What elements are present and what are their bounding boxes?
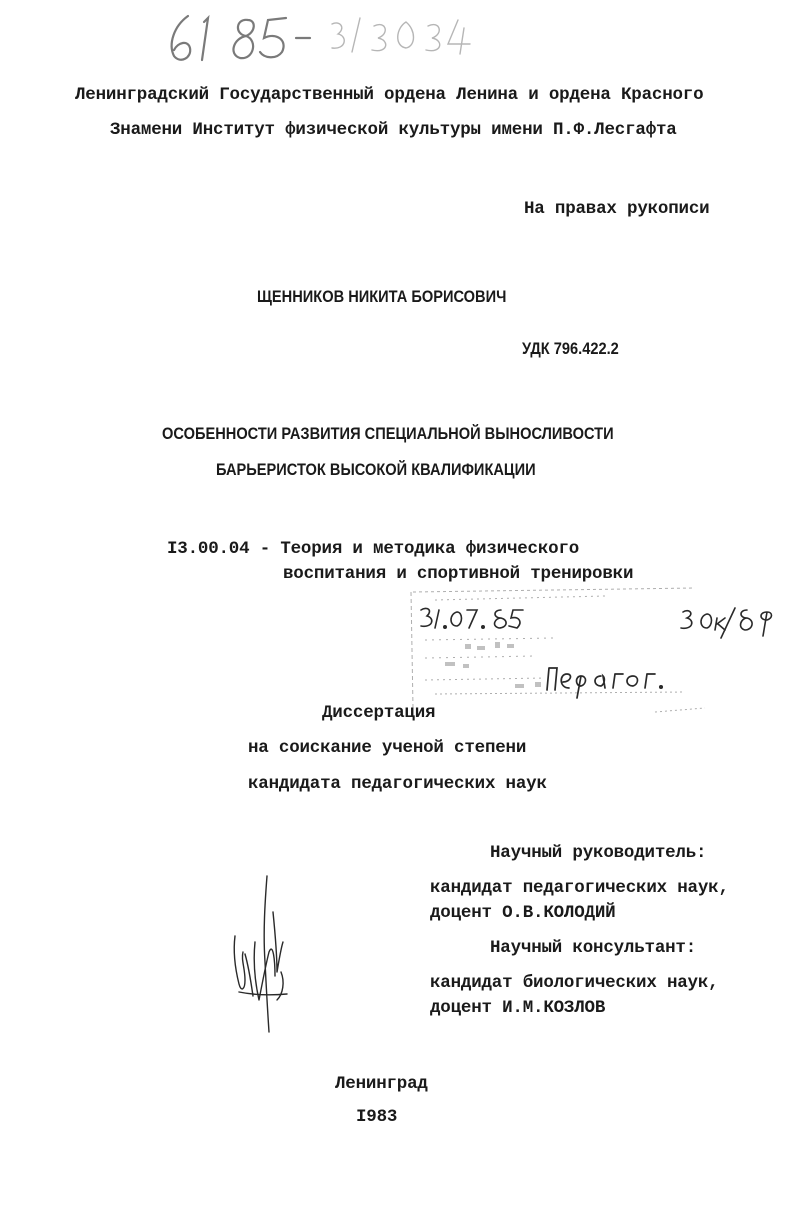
specialty-line-2: воспитания и спортивной тренировки	[283, 564, 634, 584]
degree-line-2: кандидата педагогических наук	[248, 774, 547, 794]
supervisor-name: доцент О.В.КОЛОДИЙ	[430, 903, 616, 923]
consultant-degree: кандидат биологических наук,	[430, 973, 719, 993]
handwritten-archive-number	[160, 8, 540, 68]
consultant-name: доцент И.М.КОЗЛОВ	[430, 998, 606, 1018]
year: I983	[356, 1107, 398, 1127]
signature	[225, 872, 305, 1042]
dissertation-label: Диссертация	[322, 703, 436, 723]
manuscript-rights-label: На правах рукописи	[524, 199, 710, 219]
degree-line-1: на соискание ученой степени	[248, 738, 527, 758]
consultant-role: Научный консультант:	[490, 938, 697, 958]
archive-stamp	[405, 580, 705, 720]
dissertation-title-line-2: БАРЬЕРИСТОК ВЫСОКОЙ КВАЛИФИКАЦИИ	[216, 460, 536, 479]
udc-code: УДК 796.422.2	[522, 339, 619, 358]
specialty-line-1: I3.00.04 - Теория и методика физического	[167, 539, 580, 559]
supervisor-role: Научный руководитель:	[490, 843, 707, 863]
institute-line-1: Ленинградский Государственный ордена Ленина и ордена Красного	[75, 85, 704, 105]
city: Ленинград	[335, 1074, 428, 1094]
author-name: ЩЕННИКОВ НИКИТА БОРИСОВИЧ	[257, 287, 507, 306]
dissertation-title-line-1: ОСОБЕННОСТИ РАЗВИТИЯ СПЕЦИАЛЬНОЙ ВЫНОСЛИВОСТИ	[162, 424, 614, 443]
institute-line-2: Знамени Институт физической культуры имени П.Ф.Лесгафта	[110, 120, 677, 140]
supervisor-degree: кандидат педагогических наук,	[430, 878, 729, 898]
